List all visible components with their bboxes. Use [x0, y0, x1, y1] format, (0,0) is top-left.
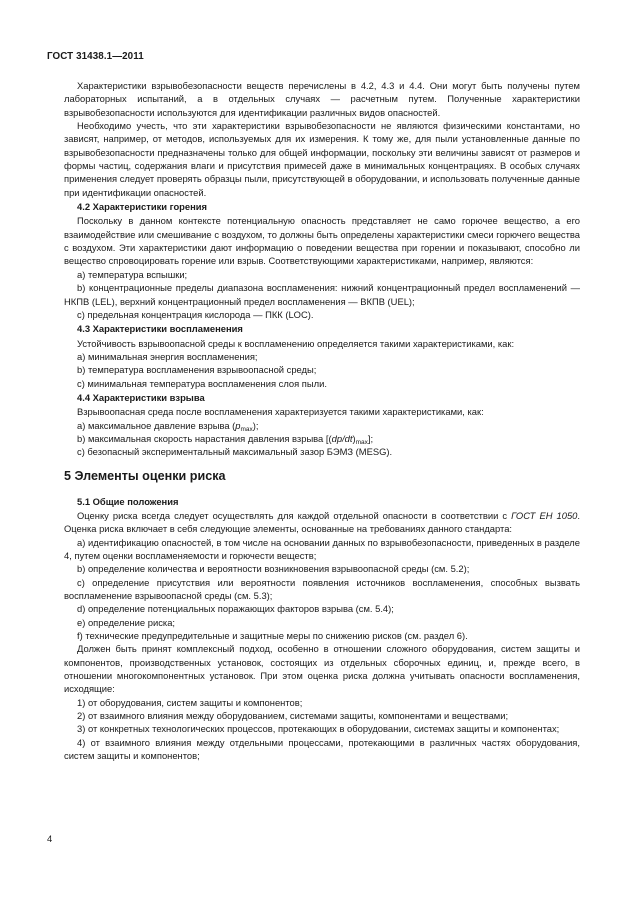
intro-paragraph-2: Необходимо учесть, что эти характеристики взрывобезопасности не являются физическими константами, но зависят, например, от методов, используемых для их измерения. К тому же, для пыли установленные данные по взрывобезопасности предназначены только для общей информации, поскольку эти величины зависят от размеров и формы частиц, содержания влаги и присутствия примесей даже в минимальных концентрациях. В особых случаях применения следует проверять образцы пыли, присутствующей в оборудовании, и использовать полученные данные при идентификации опасностей. — [64, 120, 580, 198]
item-text: b) максимальная скорость нарастания давления взрыва [( — [77, 432, 332, 444]
section-5-1-paragraph-2: Должен быть принят комплексный подход, особенно в отношении сложного оборудования, систем защиты и компонентов, производственных установок, состоящих из отдельных сборочных единиц, и, прежде всего, в отношении многокомпонентных установок. При этом оценка риска должна учитывать опасности воспламенения, исходящие: — [64, 643, 580, 695]
section-5-1-paragraph-1 — [64, 509, 580, 536]
document-body — [64, 79, 580, 763]
list-item: 3) от конкретных технологических процессов, протекающих в оборудовании, системах защиты и компонентах; — [77, 723, 560, 735]
item-text: ) — [352, 432, 356, 444]
list-item — [64, 432, 580, 445]
section-5-heading: 5 Элементы оценки риска — [64, 468, 226, 483]
intro-paragraph-1: Характеристики взрывобезопасности веществ перечислены в 4.2, 4.3 и 4.4. Они могут быть получены путем лабораторных испытаний, а в отдельных случаях — расчетным путем. Полученные характеристики взрывобезопасности используются для идентификации различных видов опасностей. — [64, 80, 580, 118]
list-item: а) идентификацию опасностей, в том числе на основании данных по взрывобезопасности, приведенных в разделе 4, путем оценки воспламеняемости и горючести веществ; — [64, 536, 580, 561]
list-item: d) определение потенциальных поражающих факторов взрыва (см. 5.4); — [77, 603, 394, 615]
list-item: 2) от взаимного влияния между оборудованием, системами защиты, компонентами и веществами; — [77, 710, 509, 722]
list-item: с) предельная концентрация кислорода — ПКК (LOC). — [77, 308, 314, 320]
section-4-2-heading: 4.2 Характеристики горения — [77, 201, 208, 213]
document-header: ГОСТ 31438.1—2011 — [47, 51, 144, 62]
list-item: с) минимальная температура воспламенения слоя пыли. — [77, 377, 327, 389]
list-item: а) температура вспышки; — [77, 268, 188, 280]
standard-reference: ГОСТ ЕН 1050 — [511, 509, 578, 521]
item-text: ]; — [367, 432, 374, 444]
item-text: ); — [252, 419, 259, 431]
list-item: а) минимальная энергия воспламенения; — [77, 350, 258, 362]
list-item: е) определение риска; — [77, 616, 176, 628]
list-item: b) концентрационные пределы диапазона воспламенения: нижний концентрационный предел воспламенений — НКПВ (LEL), верхний концентрационный предел воспламенения — ВКПВ (UEL); — [64, 282, 580, 307]
section-4-3-heading: 4.3 Характеристики воспламенения — [77, 323, 243, 335]
pressure-variable: p — [235, 419, 241, 431]
list-item: f) технические предупредительные и защитные меры по снижению рисков (см. раздел 6). — [77, 630, 468, 642]
list-item: с) определение присутствия или вероятности появления источников воспламенения, способных вызвать воспламенение взрывоопасной среды (см. 5.3); — [64, 576, 580, 602]
list-item: 4) от взаимного влияния между отдельными процессами, протекающими в различных частях оборудования, систем защиты и компонентов; — [64, 736, 580, 762]
subscript: max — [355, 438, 368, 446]
list-item: с) безопасный экспериментальный максимальный зазор БЭМЗ (MESG). — [77, 446, 393, 458]
section-4-3-paragraph: Устойчивость взрывоопасной среды к воспламенению определяется такими характеристиками, как: — [77, 337, 515, 349]
paragraph-text: Оценку риска всегда следует осуществлять для каждой отдельной опасности в соответствии с — [77, 509, 512, 521]
section-5-1-heading: 5.1 Общие положения — [77, 495, 179, 507]
list-item: b) температура воспламенения взрывоопасной среды; — [77, 364, 317, 376]
section-4-4-paragraph: Взрывоопасная среда после воспламенения характеризуется такими характеристиками, как: — [77, 406, 484, 418]
rate-variable: dp/dt — [331, 432, 353, 444]
section-4-4-heading: 4.4 Характеристики взрыва — [77, 391, 205, 403]
section-4-2-paragraph: Поскольку в данном контексте потенциальную опасность представляет не само горючее вещество, а его взаимодействие или смешивание с воздухом, то должны быть определены характеристики смеси горючего вещества с воздухом. Эти характеристики дают информацию о поведении вещества при горении и показывают, способно ли вещество спровоцировать горение или взрыв. Соответствующими характеристиками, например, являются: — [64, 215, 580, 267]
paragraph-text: . Оценка риска включает в себя следующие элементы, основанные на требованиях данного стандарта: — [64, 509, 580, 535]
page-number: 4 — [47, 833, 53, 844]
item-text: а) максимальное давление взрыва ( — [77, 419, 236, 431]
list-item: 1) от оборудования, систем защиты и компонентов; — [77, 696, 303, 708]
subscript: max — [240, 425, 253, 433]
list-item: b) определение количества и вероятности возникновения взрывоопасной среды (см. 5.2); — [77, 563, 470, 575]
list-item — [64, 419, 580, 432]
